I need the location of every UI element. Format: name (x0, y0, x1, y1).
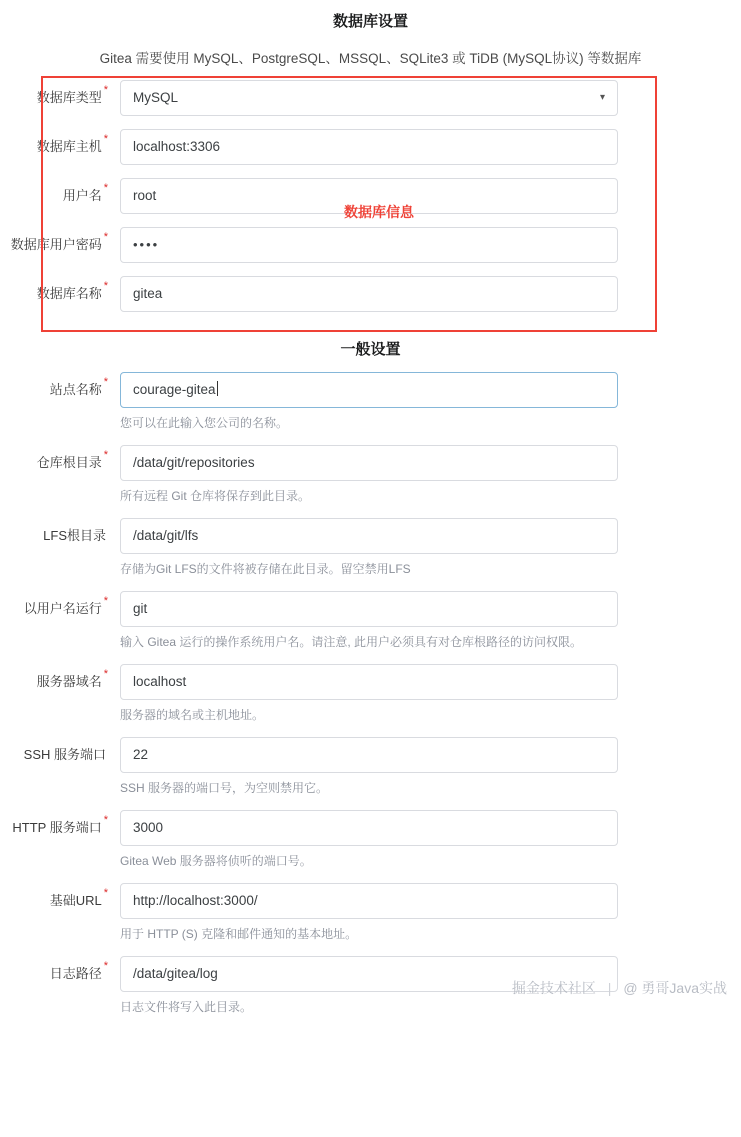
field-row-ssh-port (0, 737, 741, 797)
run-user-input[interactable]: git (120, 591, 618, 627)
db-section-title: 数据库设置 (332, 13, 408, 30)
field-row-site-name (0, 372, 741, 432)
label-db-name: 数据库名称 * (36, 280, 108, 301)
hint-base-url: 用于 HTTP (S) 克隆和邮件通知的基本地址。 (120, 927, 358, 941)
chevron-down-icon: ▾ (599, 92, 605, 103)
hint-http-port: Gitea Web 服务器将侦听的端口号。 (120, 854, 312, 868)
db-type-select[interactable] (120, 80, 618, 116)
db-section-subtitle: Gitea 需要使用 MySQL、PostgreSQL、MSSQL、SQLite3 或 TiDB (MySQL协议) 等数据库 (99, 51, 642, 66)
field-row-domain (0, 664, 741, 724)
label-ssh-port: SSH 服务端口 (23, 747, 106, 762)
hint-ssh-port: SSH 服务器的端口号，为空则禁用它。 (120, 781, 329, 795)
required-marker: * (103, 280, 108, 292)
watermark-separator: | (607, 980, 612, 996)
hint-domain: 服务器的域名或主机地址。 (120, 708, 265, 722)
field-row-db-name (0, 276, 741, 312)
required-marker: * (103, 960, 108, 972)
field-row-db-type (0, 80, 741, 116)
label-db-host: 数据库主机 * (36, 133, 108, 154)
text-cursor (217, 381, 218, 396)
watermark-author: @ 勇哥Java实战 (623, 980, 727, 996)
required-marker: * (103, 231, 108, 243)
db-host-input[interactable]: localhost:3306 (120, 129, 618, 165)
label-domain: 服务器域名 * (36, 668, 108, 689)
hint-run-user: 输入 Gitea 运行的操作系统用户名。请注意, 此用户必须具有对仓库根路径的访问权限。 (120, 635, 583, 649)
log-path-input[interactable]: /data/gitea/log (120, 956, 618, 992)
domain-input[interactable]: localhost (120, 664, 618, 700)
label-lfs-root: LFS根目录 (43, 528, 106, 543)
field-row-http-port (0, 810, 741, 870)
field-row-lfs-root (0, 518, 741, 578)
db-user-input[interactable]: root (120, 178, 618, 214)
hint-site-name: 您可以在此输入您公司的名称。 (120, 416, 289, 430)
db-section (0, 0, 741, 312)
hint-lfs-root: 存储为Git LFS的文件将被存储在此目录。留空禁用LFS (120, 562, 411, 576)
label-base-url: 基础URL * (49, 887, 108, 908)
field-row-run-user (0, 591, 741, 651)
required-marker: * (103, 595, 108, 607)
label-repo-root: 仓库根目录 * (36, 449, 108, 470)
lfs-root-input[interactable]: /data/git/lfs (120, 518, 618, 554)
field-row-base-url (0, 883, 741, 943)
required-marker: * (103, 449, 108, 461)
general-section (0, 338, 741, 1016)
ssh-port-input[interactable]: 22 (120, 737, 618, 773)
watermark (512, 978, 727, 998)
label-db-type: 数据库类型 * (36, 84, 108, 105)
label-run-user: 以用户名运行 * (23, 595, 108, 616)
required-marker: * (103, 668, 108, 680)
general-section-title: 一般设置 (340, 341, 401, 358)
base-url-input[interactable]: http://localhost:3000/ (120, 883, 618, 919)
watermark-site: 掘金技术社区 (511, 980, 596, 996)
required-marker: * (103, 887, 108, 899)
label-db-user: 用户名 * (62, 182, 108, 203)
label-http-port: HTTP 服务端口 * (12, 814, 108, 835)
field-row-db-host (0, 129, 741, 165)
required-marker: * (103, 376, 108, 388)
db-annotation-label: 数据库信息 (344, 204, 414, 220)
label-log-path: 日志路径 * (49, 960, 108, 981)
required-marker: * (103, 182, 108, 194)
hint-log-path: 日志文件将写入此目录。 (120, 1000, 253, 1014)
label-db-password: 数据库用户密码 * (10, 231, 108, 252)
site-name-input[interactable]: courage-gitea (120, 372, 618, 408)
required-marker: * (103, 84, 108, 96)
required-marker: * (103, 133, 108, 145)
required-marker: * (103, 814, 108, 826)
field-row-repo-root (0, 445, 741, 505)
field-row-db-password (0, 227, 741, 263)
db-name-input[interactable]: gitea (120, 276, 618, 312)
hint-repo-root: 所有远程 Git 仓库将保存到此目录。 (120, 489, 311, 503)
repo-root-input[interactable]: /data/git/repositories (120, 445, 618, 481)
db-type-value: MySQL (133, 90, 179, 105)
http-port-input[interactable]: 3000 (120, 810, 618, 846)
label-site-name: 站点名称 * (49, 376, 108, 397)
db-password-input[interactable]: •••• (120, 227, 618, 263)
